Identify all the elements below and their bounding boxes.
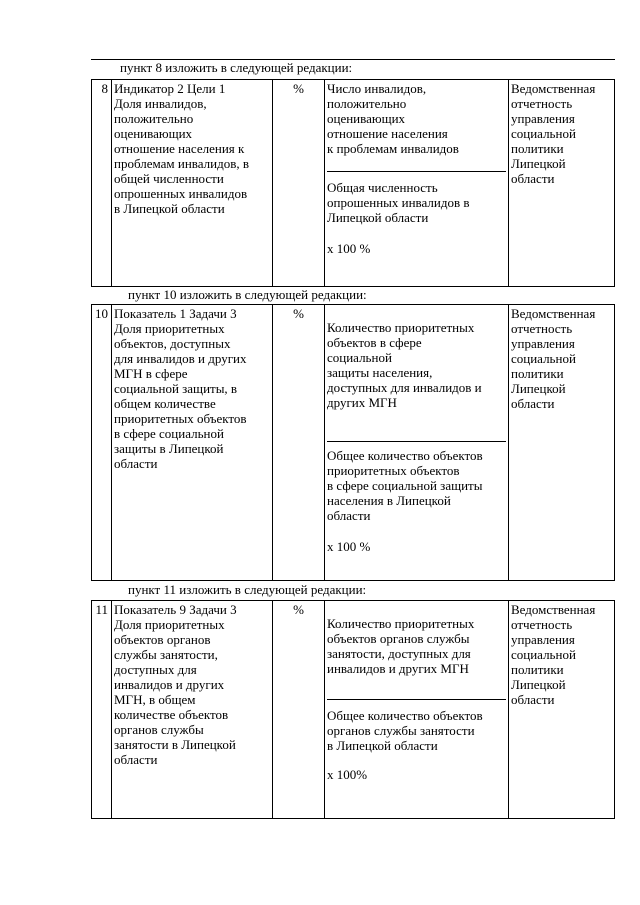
indicator-line: объектов органов [114, 632, 211, 647]
source-line: области [511, 692, 555, 707]
unit-cell: % [273, 80, 325, 287]
source-line: отчетность [511, 96, 573, 111]
numerator-line: положительно [327, 96, 407, 111]
indicator-line: службы занятости, [114, 647, 218, 662]
formula-denominator [327, 708, 506, 753]
source-line: Липецкой [511, 381, 566, 396]
numerator-line: оценивающих [327, 111, 406, 126]
formula-denominator [327, 448, 506, 523]
indicator-line: приоритетных объектов [114, 411, 247, 426]
denominator-line: Общая численность [327, 180, 438, 195]
indicator-line: области [114, 456, 158, 471]
numerator-line: занятости, доступных для [327, 646, 471, 661]
multiplier: x 100 % [327, 241, 371, 256]
indicator-line: опрошенных инвалидов [114, 186, 248, 201]
table-row [92, 601, 615, 819]
indicator-line: МГН, в общем [114, 692, 196, 707]
fraction-line [327, 171, 506, 172]
numerator-line: Количество приоритетных [327, 616, 475, 631]
indicator-line: защиты в Липецкой [114, 441, 224, 456]
numerator-line: к проблемам инвалидов [327, 141, 459, 156]
row-number: 11 [92, 601, 112, 819]
numerator-line: отношение населения [327, 126, 448, 141]
table-row [92, 305, 615, 581]
source-line: отчетность [511, 321, 573, 336]
indicator-line: оценивающих [114, 126, 193, 141]
formula-numerator [327, 602, 506, 699]
numerator-line: других МГН [327, 395, 397, 410]
unit-cell: % [273, 601, 325, 819]
table-row [92, 80, 615, 287]
denominator-line: опрошенных инвалидов в [327, 195, 470, 210]
source-line: Ведомственная [511, 81, 596, 96]
table-punkt-8 [91, 79, 615, 287]
source-line: области [511, 396, 555, 411]
unit-cell: % [273, 305, 325, 581]
indicator-line: в сфере социальной [114, 426, 224, 441]
source-line: Липецкой [511, 156, 566, 171]
multiplier: x 100% [327, 767, 368, 782]
numerator-line: объектов органов службы [327, 631, 470, 646]
row-number: 8 [92, 80, 112, 287]
numerator-line: Количество приоритетных [327, 320, 475, 335]
source-line: Ведомственная [511, 602, 596, 617]
indicator-line: доступных для [114, 662, 197, 677]
indicator-line: в Липецкой области [114, 201, 225, 216]
source-cell [509, 305, 615, 581]
source-line: управления [511, 336, 575, 351]
indicator-line: органов службы [114, 722, 204, 737]
row-number: 10 [92, 305, 112, 581]
multiplier: x 100 % [327, 539, 371, 554]
indicator-line: количестве объектов [114, 707, 229, 722]
section-heading-11: пункт 11 изложить в следующей редакции: [128, 582, 367, 597]
formula-cell [325, 80, 509, 287]
section-heading-10: пункт 10 изложить в следующей редакции: [128, 287, 367, 302]
indicator-line: проблемам инвалидов, в [114, 156, 249, 171]
denominator-line: в сфере социальной защиты [327, 478, 483, 493]
source-line: отчетность [511, 617, 573, 632]
indicator-line: социальной защиты, в [114, 381, 238, 396]
formula-numerator [327, 306, 506, 441]
numerator-line: защиты населения, [327, 365, 433, 380]
source-cell [509, 601, 615, 819]
indicator-cell [112, 601, 273, 819]
denominator-line: населения в Липецкой [327, 493, 451, 508]
denominator-line: органов службы занятости [327, 723, 475, 738]
indicator-line: положительно [114, 111, 194, 126]
formula-cell [325, 601, 509, 819]
table-punkt-11 [91, 600, 615, 819]
source-line: политики [511, 366, 564, 381]
source-cell [509, 80, 615, 287]
formula-numerator [327, 81, 506, 171]
indicator-line: инвалидов и других [114, 677, 225, 692]
indicator-line: отношение населения к [114, 141, 245, 156]
indicator-line: занятости в Липецкой [114, 737, 236, 752]
section-heading-8: пункт 8 изложить в следующей редакции: [120, 60, 353, 75]
indicator-cell [112, 305, 273, 581]
denominator-line: области [327, 508, 371, 523]
indicator-line: Доля приоритетных [114, 617, 225, 632]
source-line: управления [511, 111, 575, 126]
source-line: социальной [511, 647, 576, 662]
source-line: Ведомственная [511, 306, 596, 321]
source-line: Липецкой [511, 677, 566, 692]
indicator-line: области [114, 752, 158, 767]
source-line: политики [511, 662, 564, 677]
indicator-cell [112, 80, 273, 287]
numerator-line: доступных для инвалидов и [327, 380, 482, 395]
formula-cell [325, 305, 509, 581]
indicator-line: Показатель 9 Задачи 3 [114, 602, 237, 617]
numerator-line: объектов в сфере [327, 335, 422, 350]
formula-denominator [327, 180, 506, 225]
table-punkt-10 [91, 304, 615, 581]
denominator-line: приоритетных объектов [327, 463, 460, 478]
numerator-line: Число инвалидов, [327, 81, 427, 96]
denominator-line: Общее количество объектов [327, 448, 483, 463]
source-line: социальной [511, 351, 576, 366]
denominator-line: Общее количество объектов [327, 708, 483, 723]
indicator-line: для инвалидов и других [114, 351, 247, 366]
fraction-line [327, 699, 506, 700]
indicator-line: Доля приоритетных [114, 321, 225, 336]
fraction-line [327, 441, 506, 442]
source-line: политики [511, 141, 564, 156]
indicator-line: МГН в сфере [114, 366, 188, 381]
indicator-line: общем количестве [114, 396, 216, 411]
denominator-line: в Липецкой области [327, 738, 438, 753]
source-line: социальной [511, 126, 576, 141]
indicator-line: общей численности [114, 171, 224, 186]
indicator-line: Индикатор 2 Цели 1 [114, 81, 226, 96]
numerator-line: социальной [327, 350, 392, 365]
source-line: области [511, 171, 555, 186]
indicator-line: Доля инвалидов, [114, 96, 207, 111]
indicator-line: Показатель 1 Задачи 3 [114, 306, 237, 321]
numerator-line: инвалидов и других МГН [327, 661, 469, 676]
indicator-line: объектов, доступных [114, 336, 231, 351]
denominator-line: Липецкой области [327, 210, 429, 225]
source-line: управления [511, 632, 575, 647]
